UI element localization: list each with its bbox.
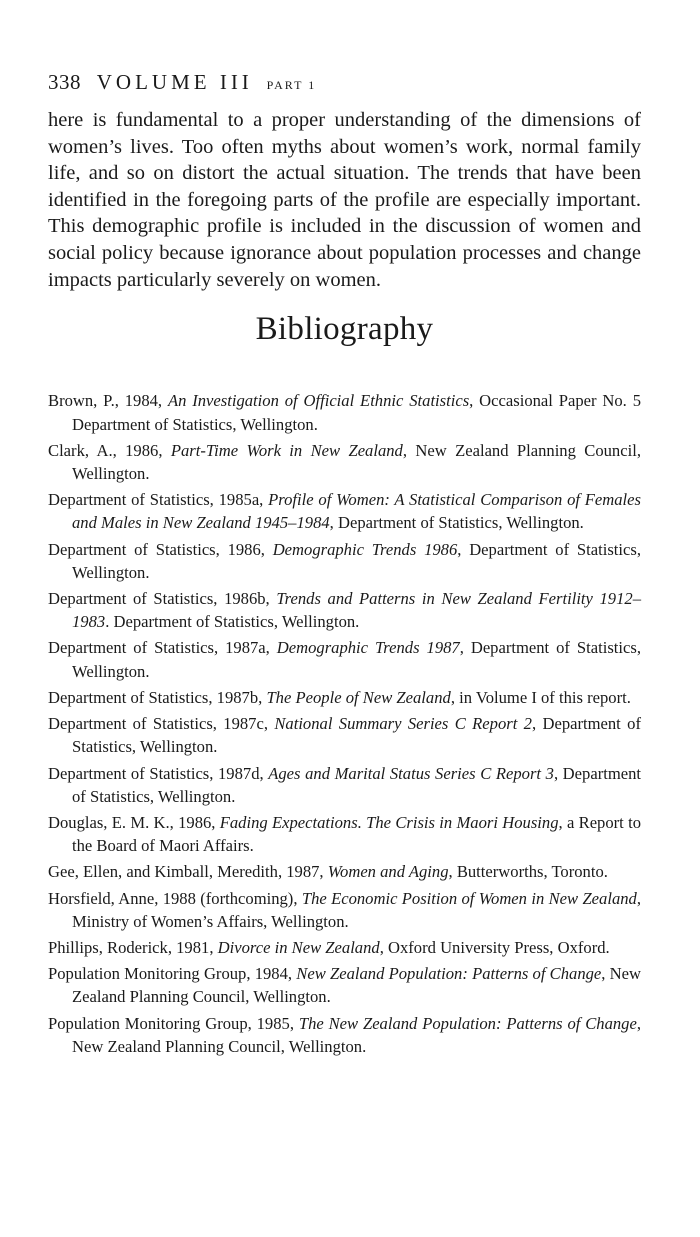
entry-author-year: Population Monitoring Group, 1984, <box>48 964 297 984</box>
bibliography-entry <box>48 712 641 758</box>
bibliography-entry <box>48 962 641 1008</box>
bibliography-list <box>48 389 641 1057</box>
entry-publisher: , a Report to the Board of Maori Affairs. <box>72 812 641 856</box>
entry-author-year: Population Monitoring Group, 1985, <box>48 1013 299 1033</box>
entry-author-year: Department of Statistics, 1987b, <box>48 687 267 707</box>
entry-author-year: Clark, A., 1986, <box>48 440 171 460</box>
entry-author-year: Department of Statistics, 1987a, <box>48 638 277 658</box>
entry-title: The Economic Position of Women in New Zealand <box>301 888 637 908</box>
entry-title: Part-Time Work in New Zealand <box>170 440 403 460</box>
section-title: Bibliography <box>255 311 434 348</box>
bibliography-entry <box>48 389 641 435</box>
entry-title: Fading Expectations. The Crisis in Maori Housing <box>219 812 559 832</box>
page-number: 338 <box>48 70 81 94</box>
entry-title: Demographic Trends 1987 <box>276 638 460 658</box>
entry-author-year: Brown, P., 1984, <box>48 391 168 411</box>
entry-author-year: Department of Statistics, 1986, <box>48 539 273 559</box>
bibliography-entry <box>48 860 641 883</box>
running-head <box>48 72 641 93</box>
entry-title: New Zealand Population: Patterns of Change <box>296 964 602 984</box>
entry-publisher: . Department of Statistics, Wellington. <box>105 612 360 632</box>
part-label: PART 1 <box>266 78 317 92</box>
entry-author-year: Gee, Ellen, and Kimball, Meredith, 1987, <box>48 862 328 882</box>
entry-title: Trends and Patterns in New Zealand Fertility 1912–1983 <box>72 589 641 632</box>
entry-author-year: Horsfield, Anne, 1988 (forthcoming), <box>48 888 302 908</box>
entry-title: Divorce in New Zealand <box>217 937 380 957</box>
entry-author-year: Department of Statistics, 1987d, <box>48 763 269 783</box>
entry-author-year: Department of Statistics, 1987c, <box>48 714 275 734</box>
entry-author-year: Department of Statistics, 1985a, <box>48 490 269 510</box>
entry-publisher: , Oxford University Press, Oxford. <box>379 937 610 957</box>
entry-publisher: , Butterworths, Toronto. <box>448 862 608 882</box>
bibliography-entry <box>48 488 641 534</box>
entry-publisher: , Department of Statistics, Wellington. <box>72 763 642 806</box>
bibliography-entry <box>48 936 641 959</box>
entry-author-year: Douglas, E. M. K., 1986, <box>48 812 220 832</box>
entry-title: The People of New Zealand <box>266 687 451 707</box>
volume-label: VOLUME III <box>96 70 253 94</box>
entry-publisher: , New Zealand Planning Council, Wellington. <box>72 440 641 484</box>
entry-title: Demographic Trends 1986 <box>272 539 458 559</box>
entry-author-year: Department of Statistics, 1986b, <box>48 589 277 609</box>
bibliography-entry <box>48 1012 641 1058</box>
document-page <box>48 72 641 1061</box>
bibliography-entry <box>48 538 641 584</box>
entry-publisher: , Occasional Paper No. 5 Department of Statistics, Wellington. <box>72 391 641 434</box>
entry-title: Profile of Women: A Statistical Comparison of Females and Males in New Zealand 1945–1984 <box>72 490 641 533</box>
entry-title: The New Zealand Population: Patterns of Change <box>298 1013 637 1033</box>
bibliography-entry <box>48 439 641 485</box>
entry-publisher: , Department of Statistics, Wellington. <box>329 513 584 533</box>
entry-publisher: , New Zealand Planning Council, Wellington. <box>72 964 641 1007</box>
entry-title: Women and Aging <box>327 862 449 882</box>
bibliography-entry <box>48 587 641 633</box>
entry-title: An Investigation of Official Ethnic Statistics <box>167 391 470 411</box>
entry-publisher: , in Volume I of this report. <box>450 687 631 707</box>
bibliography-entry <box>48 762 641 808</box>
entry-publisher: , Department of Statistics, Wellington. <box>72 638 641 681</box>
entry-title: National Summary Series C Report 2 <box>274 714 532 734</box>
bibliography-entry <box>48 686 641 709</box>
entry-publisher: , New Zealand Planning Council, Wellington. <box>72 1013 641 1056</box>
entry-publisher: , Department of Statistics, Wellington. <box>72 714 641 757</box>
bibliography-entry <box>48 811 641 857</box>
entry-author-year: Phillips, Roderick, 1981, <box>48 937 218 957</box>
entry-publisher: , Ministry of Women’s Affairs, Wellington. <box>72 888 641 931</box>
intro-paragraph: here is fundamental to a proper understanding of the dimensions of women’s lives. Too often myths about women’s work, normal family life, and so on distort the actual situation. The trends that have been identified in the foregoing parts of the profile are especially important. This demographic profile is included in the discussion of women and social policy because ignorance about population processes and change impacts particularly severely on women. <box>48 109 641 291</box>
bibliography-entry <box>48 636 641 682</box>
bibliography-entry <box>48 887 641 933</box>
entry-title: Ages and Marital Status Series C Report 3 <box>268 763 554 783</box>
entry-publisher: , Department of Statistics, Wellington. <box>72 539 641 582</box>
